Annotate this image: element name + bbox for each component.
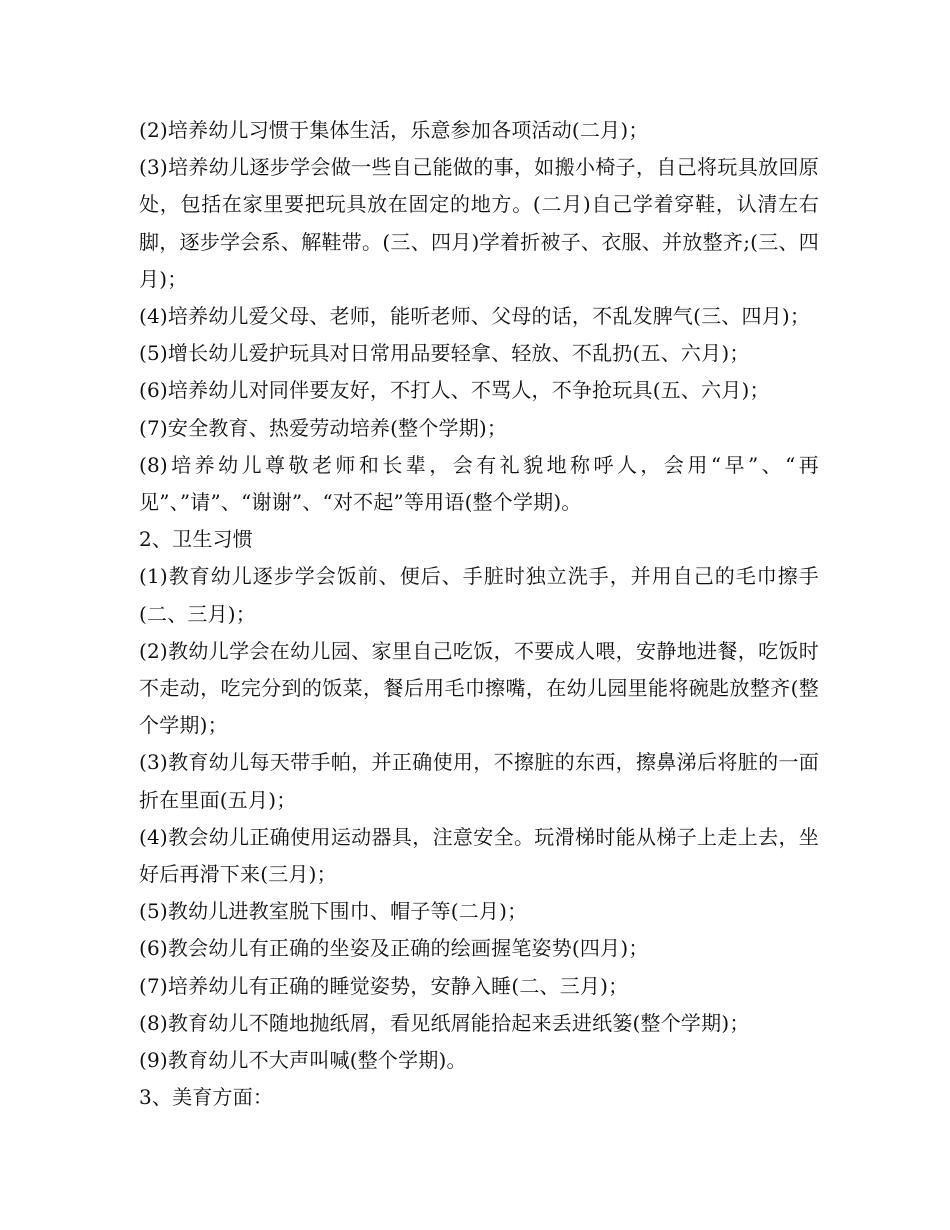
paragraph: (8)培养幼儿尊敬老师和长辈，会有礼貌地称呼人，会用“早”、“再见”、”请”、“谢谢”、“对不起”等用语(整个学期)。 xyxy=(139,452,819,515)
paragraph: (8)教育幼儿不随地抛纸屑，看见纸屑能拾起来丢进纸篓(整个学期)； xyxy=(139,1010,750,1035)
section-heading: 2、卫生习惯 xyxy=(139,527,253,552)
paragraph: (7)安全教育、热爱劳动培养(整个学期)； xyxy=(139,415,508,440)
paragraph: (9)教育幼儿不大声叫喊(整个学期)。 xyxy=(139,1048,467,1073)
paragraph: (4)教会幼儿正确使用运动器具，注意安全。玩滑梯时能从梯子上走上去，坐好后再滑下来(三月)； xyxy=(139,824,819,887)
paragraph: (2)教幼儿学会在幼儿园、家里自己吃饭，不要成人喂，安静地进餐，吃饭时不走动，吃完分到的饭菜，餐后用毛巾擦嘴，在幼儿园里能将碗匙放整齐(整个学期)； xyxy=(139,638,819,738)
paragraph: (3)培养幼儿逐步学会做一些自己能做的事，如搬小椅子，自己将玩具放回原处，包括在家里要把玩具放在固定的地方。(二月)自己学着穿鞋，认清左右脚，逐步学会系、解鞋带。(三、四月)学着折被子、衣服、并放整齐;(三、四月)； xyxy=(139,155,819,291)
paragraph: (2)培养幼儿习惯于集体生活，乐意参加各项活动(二月)； xyxy=(139,118,649,142)
paragraph: (1)教育幼儿逐步学会饭前、便后、手脏时独立洗手，并用自己的毛巾擦手(二、三月)； xyxy=(139,564,819,626)
paragraph: (5)教幼儿进教室脱下围巾、帽子等(二月)； xyxy=(139,899,528,924)
section-heading: 3、美育方面： xyxy=(139,1085,274,1110)
document-body xyxy=(139,112,819,1116)
paragraph: (3)教育幼儿每天带手帕，并正确使用，不擦脏的东西，擦鼻涕后将脏的一面折在里面(五月)； xyxy=(139,750,819,812)
paragraph: (4)培养幼儿爱父母、老师，能听老师、父母的话，不乱发脾气(三、四月)； xyxy=(139,304,811,329)
paragraph: (7)培养幼儿有正确的睡觉姿势，安静入睡(二、三月)； xyxy=(139,973,629,998)
paragraph: (6)教会幼儿有正确的坐姿及正确的绘画握笔姿势(四月)； xyxy=(139,936,649,961)
paragraph: (6)培养幼儿对同伴要友好，不打人、不骂人，不争抢玩具(五、六月)； xyxy=(139,378,770,403)
paragraph: (5)增长幼儿爱护玩具对日常用品要轻拿、轻放、不乱扔(五、六月)； xyxy=(139,341,750,366)
